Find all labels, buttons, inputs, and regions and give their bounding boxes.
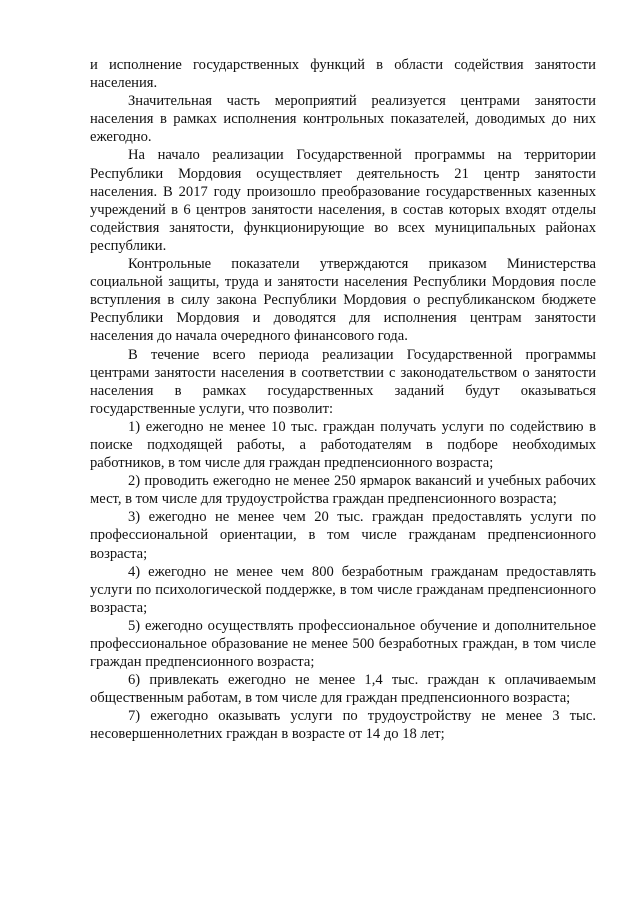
list-item-3: 3) ежегодно не менее чем 20 тыс. граждан предоставлять услуги по профессиональной ориентации, в том числе гражданам предпенсионного возраста;: [90, 509, 596, 562]
list-item-7: 7) ежегодно оказывать услуги по трудоустройству не менее 3 тыс. несовершеннолетних граждан в возрасте от 14 до 18 лет;: [90, 708, 596, 743]
paragraph-services-intro: В течение всего периода реализации Государственной программы центрами занятости населения в соответствии с законодательством о занятости населения в рамках государственных заданий будут оказываться государственные услуги, что позволит:: [90, 346, 596, 417]
document-body: [90, 56, 596, 744]
paragraph-program-start: На начало реализации Государственной программы на территории Республики Мордовия осуществляет деятельность 21 центр занятости населения. В 2017 году произошло преобразование государственных казенных учреждений в 6 центров занятости населения, в состав которых входят отделы содействия занятости, функционирующие во всех муниципальных районах республики.: [90, 147, 596, 254]
list-item-1: 1) ежегодно не менее 10 тыс. граждан получать услуги по содействию в поиске подходящей работы, а работодателям в подборе необходимых работников, в том числе для граждан предпенсионного возраста;: [90, 418, 596, 472]
list-item-5: 5) ежегодно осуществлять профессиональное обучение и дополнительное профессиональное образование не менее 500 безработных граждан, в том числе граждан предпенсионного возраста;: [90, 617, 596, 671]
paragraph-continuation: и исполнение государственных функций в области содействия занятости населения.: [90, 57, 596, 92]
list-item-4: 4) ежегодно не менее чем 800 безработным гражданам предоставлять услуги по психологической поддержке, в том числе гражданам предпенсионного возраста;: [90, 563, 596, 616]
list-item-6: 6) привлекать ежегодно не менее 1,4 тыс. граждан к оплачиваемым общественным работам, в том числе для граждан предпенсионного возраста;: [90, 672, 596, 707]
paragraph-control-indicators: Контрольные показатели утверждаются приказом Министерства социальной защиты, труда и занятости населения Республики Мордовия после вступления в силу закона Республики Мордовия о республиканском бюджете Республики Мордовия и доводятся для исполнения центрам занятости населения до начала очередного финансового года.: [90, 256, 596, 345]
list-item-2: 2) проводить ежегодно не менее 250 ярмарок вакансий и учебных рабочих мест, в том числе для трудоустройства граждан предпенсионного возраста;: [90, 473, 596, 508]
paragraph-centers-activities: Значительная часть мероприятий реализуется центрами занятости населения в рамках исполнения контрольных показателей, доводимых до них ежегодно.: [90, 93, 596, 146]
